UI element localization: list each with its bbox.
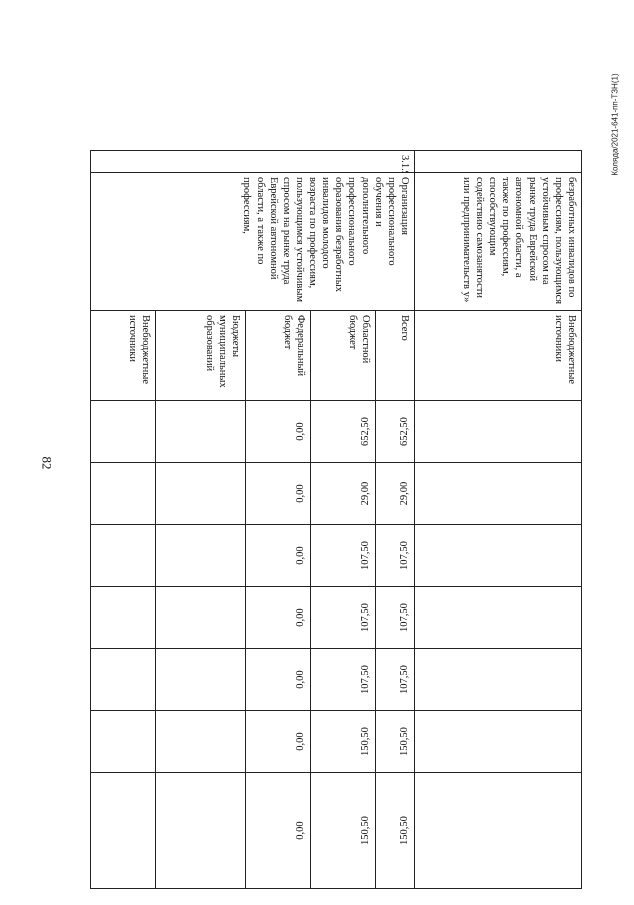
value-year-5: 150,50 xyxy=(311,711,376,773)
value-year-2: 0,00 xyxy=(246,525,311,587)
funding-source: Внебюджетные источники xyxy=(91,311,156,401)
table-row xyxy=(415,151,582,889)
value-year-6: 150,50 xyxy=(311,773,376,889)
funding-source: Всего xyxy=(375,311,414,401)
table-row xyxy=(375,151,414,889)
value-year-2 xyxy=(415,525,582,587)
value-year-2 xyxy=(91,525,156,587)
value-year-2 xyxy=(155,525,245,587)
document-code: Коляда/2021-641-пп-ТЗН(1) xyxy=(610,73,620,176)
value-year-5: 150,50 xyxy=(375,711,414,773)
value-year-4: 107,50 xyxy=(375,649,414,711)
value-year-6: 150,50 xyxy=(375,773,414,889)
row-number: 3.1.9 xyxy=(91,151,415,173)
page-number: 82 xyxy=(39,456,55,470)
value-year-1 xyxy=(415,463,582,525)
value-year-6 xyxy=(415,773,582,889)
value-year-2: 107,50 xyxy=(375,525,414,587)
value-total xyxy=(155,401,245,463)
value-year-6 xyxy=(155,773,245,889)
value-year-5 xyxy=(415,711,582,773)
value-year-6: 0,00 xyxy=(246,773,311,889)
value-year-4 xyxy=(415,649,582,711)
value-total: 0,00 xyxy=(246,401,311,463)
value-year-2: 107,50 xyxy=(311,525,376,587)
value-total: 652,50 xyxy=(311,401,376,463)
budget-table xyxy=(90,150,582,889)
value-year-4 xyxy=(155,649,245,711)
value-year-5: 0,00 xyxy=(246,711,311,773)
value-year-3: 107,50 xyxy=(375,587,414,649)
value-year-3: 107,50 xyxy=(311,587,376,649)
measure-description: безработных инвалидов по профессиям, пользующимся устойчивым спросом на рынке труда Еврейской автономной области, а также по профессиям, способствующим содействию самозанятости или предпринимательств у» xyxy=(415,173,582,311)
value-year-4 xyxy=(91,649,156,711)
value-year-3 xyxy=(91,587,156,649)
value-total xyxy=(415,401,582,463)
value-year-1: 29,00 xyxy=(311,463,376,525)
funding-source: Федеральный бюджет xyxy=(246,311,311,401)
funding-source: Внебюджетные источники xyxy=(415,311,582,401)
value-year-6 xyxy=(91,773,156,889)
measure-description: Организация профессионального обучения и дополнительного профессионального образования безработных инвалидов молодого возраста по профессиям, пользующимся устойчивым спросом на рынке труда Еврейской автономной области, а также по профессиям, xyxy=(91,173,415,311)
funding-source: Бюджеты муниципальных образований xyxy=(155,311,245,401)
value-total xyxy=(91,401,156,463)
table-container xyxy=(90,150,582,850)
value-year-4: 0,00 xyxy=(246,649,311,711)
value-year-1 xyxy=(155,463,245,525)
value-total: 652,50 xyxy=(375,401,414,463)
value-year-3 xyxy=(155,587,245,649)
value-year-4: 107,50 xyxy=(311,649,376,711)
funding-source: Областной бюджет xyxy=(311,311,376,401)
row-number xyxy=(415,151,582,173)
value-year-3 xyxy=(415,587,582,649)
value-year-5 xyxy=(155,711,245,773)
value-year-1: 0,00 xyxy=(246,463,311,525)
value-year-5 xyxy=(91,711,156,773)
value-year-3: 0,00 xyxy=(246,587,311,649)
value-year-1 xyxy=(91,463,156,525)
value-year-1: 29,00 xyxy=(375,463,414,525)
